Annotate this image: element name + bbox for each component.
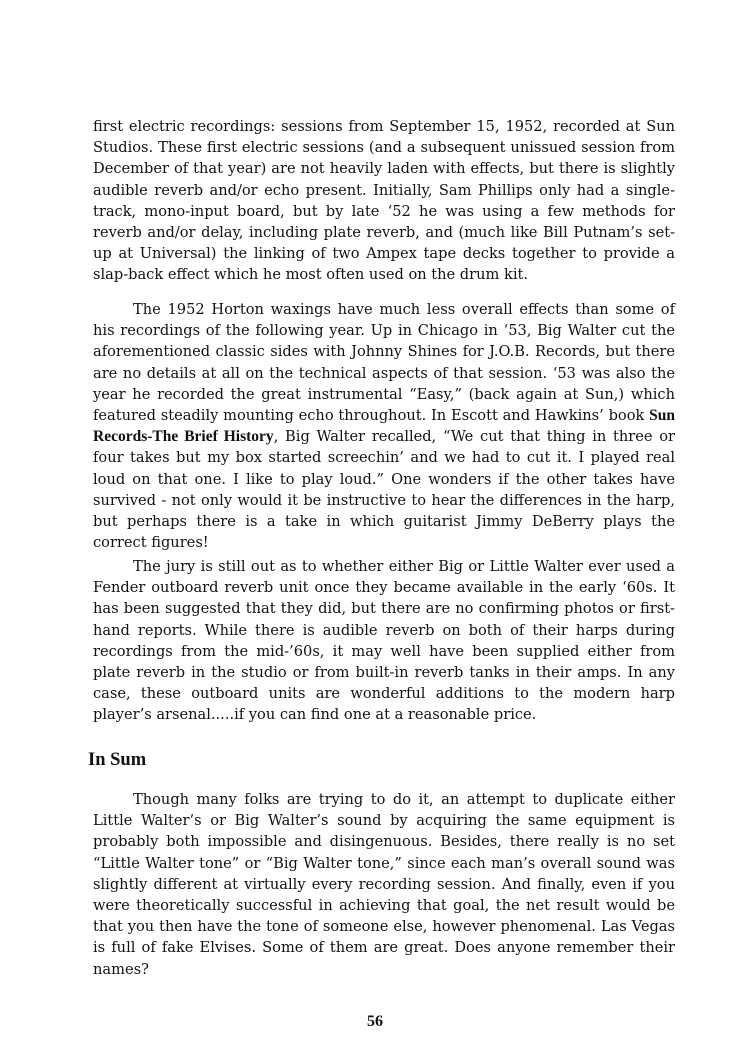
paragraph-recordings: first electric recordings: sessions from September 15, 1952, recorded at Sun Studios. These first electric sessions (and a subsequent unissued session from December of that year) are not heavily laden with effects, but there is slightly audible reverb and/or echo present. Initially, Sam Phillips only had a single-track, mono-input board, but by late ‘52 he was using a few methods for reverb and/or delay, including plate reverb, and (much like Bill Putnam’s set-up at Universal) the linking of two Ampex tape decks together to provide a slap-back effect which he most often used on the drum kit. (93, 118, 675, 284)
page-number: 56 (367, 1013, 383, 1030)
paragraph-horton-waxings (93, 299, 675, 553)
paragraph-text: The 1952 Horton waxings have much less overall effects than some of his recordings of the following year. Up in Chicago in ‘53, Big Walter cut the aforementioned classic sides with Johnny Shines for J.O.B. Records, but there are no details at all on the technical aspects of that session. ‘53 was also the year he recorded the great instrumental “Easy,” (back again at Sun,) which featured steadily mounting echo throughout. In Escott and Hawkins’ book (93, 301, 675, 425)
paragraph-text: , Big Walter recalled, “We cut that thing in three or four takes but my box started screechin’ and we had to cut it. I played real loud on that one. I like to play loud.” One wonders if the other takes have survived - not only would it be instructive to hear the differences in the harp, but perhaps there is a take in which guitarist Jimmy DeBerry plays the correct figures! (93, 428, 675, 552)
paragraph-reverb-unit: The jury is still out as to whether either Big or Little Walter ever used a Fender outboard reverb unit once they became available in the early ‘60s. It has been suggested that they did, but there are no confirming photos or first-hand reports. While there is audible reverb on both of their harps during recordings from the mid-’60s, it may well have been supplied either from plate reverb in the studio or from built-in reverb tanks in their amps. In any case, these outboard units are wonderful additions to the modern harp player’s arsenal.....if you can find one at a reasonable price. (93, 558, 675, 724)
paragraph-in-sum: Though many folks are trying to do it, an attempt to duplicate either Little Walter’s or Big Walter’s sound by acquiring the same equipment is probably both impossible and disingenuous. Besides, there really is no set “Little Walter tone” or “Big Walter tone,” since each man’s overall sound was slightly different at virtually every recording session. And finally, even if you were theoretically successful in achieving that goal, the net result would be that you then have the tone of someone else, however phenomenal. Las Vegas is full of fake Elvises. Some of them are great. Does anyone remember their names? (93, 791, 675, 978)
book-title: Sun Records-The Brief History (93, 407, 675, 446)
section-heading: In Sum (88, 750, 147, 770)
